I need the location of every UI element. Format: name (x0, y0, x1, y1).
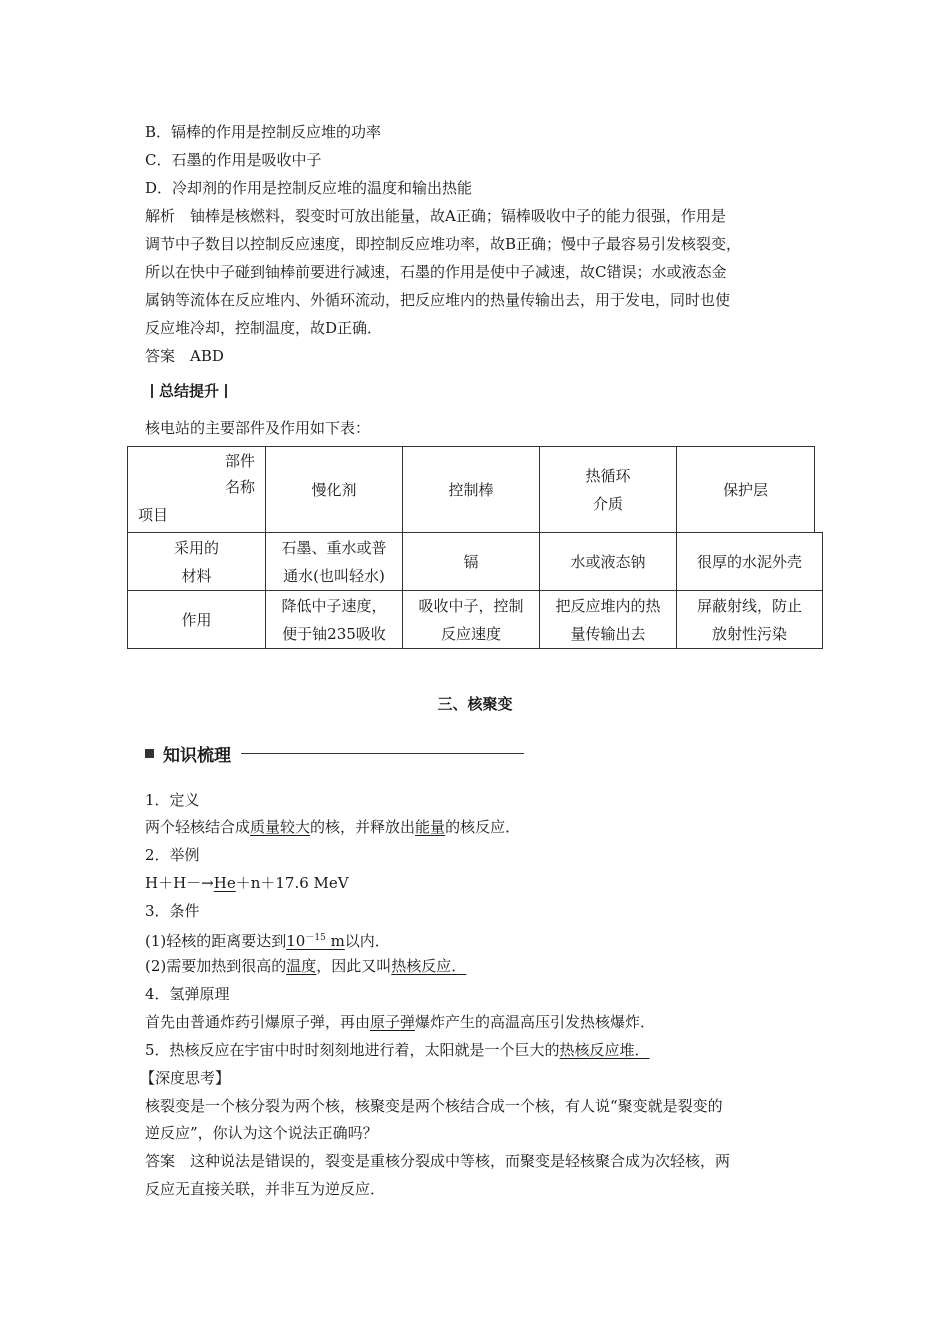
summary-header (145, 380, 233, 401)
k-condition-2 (145, 956, 466, 976)
k-example-heading: 2．举例 (145, 846, 200, 864)
question-line-1: 核裂变是一个核分裂为两个核，核聚变是两个核结合成一个核，有人说“聚变就是裂变的 (145, 1097, 723, 1115)
text-span: ，因此又叫 (316, 957, 392, 975)
text-span: 5．热核反应在宇宙中时时刻刻地进行着，太阳就是一个巨大的 (145, 1041, 560, 1059)
analysis-line-5: 反应堆冷却，控制温度，故D正确． (145, 319, 383, 337)
option-d: D．冷却剂的作用是控制反应堆的温度和输出热能 (145, 179, 473, 197)
fill-blank: 能量 (415, 818, 446, 836)
knowledge-title (145, 741, 524, 766)
option-b: B．镉棒的作用是控制反应堆的功率 (145, 123, 382, 141)
k-condition-1 (145, 928, 390, 951)
table-intro: 核电站的主要部件及作用如下表： (145, 419, 371, 437)
table-cell: 镉 (402, 532, 540, 591)
k-condition-heading: 3．条件 (145, 902, 200, 920)
text-span: 两个轻核结合成 (145, 818, 251, 836)
k-hbomb-heading: 4．氢弹原理 (145, 985, 230, 1003)
section-title: 三、核聚变 (437, 695, 513, 713)
fill-blank (286, 932, 345, 950)
text-span: (2)需要加热到很高的 (145, 957, 287, 975)
text-span: 10 (286, 932, 306, 950)
text-span: H＋H－→ (145, 874, 214, 892)
header-moderator: 慢化剂 (265, 446, 403, 533)
answer-line: 答案 ABD (145, 347, 224, 365)
bar-right-icon (225, 384, 227, 398)
table-cell: 吸收中子，控制 反应速度 (402, 590, 540, 649)
analysis-line-1: 解析 铀棒是核燃料，裂变时可放出能量，故A正确；镉棒吸收中子的能力很强，作用是 (145, 207, 726, 225)
analysis-line-3: 所以在快中子碰到铀棒前要进行减速，石墨的作用是使中子减速，故C错误；水或液态金 (145, 263, 727, 281)
table-cell: 降低中子速度， 便于铀235吸收 (265, 590, 403, 649)
analysis-line-4: 属钠等流体在反应堆内、外循环流动，把反应堆内的热量传输出去，用于发电，同时也使 (145, 291, 731, 309)
fill-blank: 质量较大 (250, 818, 311, 836)
answer-line-2: 反应无直接关联，并非互为逆反应． (145, 1180, 386, 1198)
table-cell: 屏蔽射线，防止 放射性污染 (676, 590, 823, 649)
text-span: 以内． (344, 932, 390, 950)
deep-thinking-heading: 【深度思考】 (140, 1069, 231, 1087)
question-line-2: 逆反应”，你认为这个说法正确吗？ (145, 1124, 378, 1142)
text-span: ＋n＋17.6 MeV (235, 874, 349, 892)
answer-line-1: 答案 这种说法是错误的，裂变是重核分裂成中等核，而聚变是轻核聚合成为次轻核，两 (145, 1152, 731, 1170)
fill-blank: 原子弹 (370, 1013, 416, 1031)
table-cell: 水或液态钠 (539, 532, 677, 591)
analysis-line-2: 调节中子数目以控制反应速度，即控制反应堆功率，故B正确；慢中子最容易引发核裂变， (145, 235, 742, 253)
fill-blank: 热核反应． (391, 957, 467, 975)
table-cell: 石墨、重水或普 通水(也叫轻水) (265, 532, 403, 591)
corner-label-component: 部件 (224, 452, 255, 470)
title-rule (241, 753, 524, 754)
corner-label-name: 名称 (224, 478, 255, 496)
text-span: (1)轻核的距离要达到 (145, 932, 287, 950)
text-span: 首先由普通炸药引爆原子弹，再由 (145, 1013, 371, 1031)
table-cell: 很厚的水泥外壳 (676, 532, 823, 591)
text-span: m (325, 932, 345, 950)
header-control-rod: 控制棒 (402, 446, 540, 533)
row-label-function: 作用 (127, 590, 266, 649)
option-c: C．石墨的作用是吸收中子 (145, 151, 322, 169)
knowledge-title-label: 知识梳理 (163, 746, 231, 766)
fill-blank: He (213, 874, 236, 892)
bar-left-icon (151, 384, 153, 398)
row-label-material: 采用的 材料 (127, 532, 266, 591)
k-sun-text (145, 1040, 650, 1060)
summary-header-label: 总结提升 (159, 382, 220, 400)
corner-label-item: 项目 (138, 506, 169, 524)
table-corner-cell (127, 446, 266, 533)
fill-blank: 热核反应堆． (559, 1041, 650, 1059)
superscript: －15 (305, 933, 326, 943)
text-span: 的核反应． (445, 818, 521, 836)
k-definition-heading: 1．定义 (145, 791, 200, 809)
header-coolant: 热循环 介质 (539, 446, 677, 533)
header-shield: 保护层 (676, 446, 815, 533)
k-definition-text (145, 817, 520, 837)
square-bullet-icon (145, 749, 154, 758)
k-hbomb-text (145, 1012, 655, 1032)
text-span: 的核，并释放出 (310, 818, 416, 836)
text-span: 爆炸产生的高温高压引发热核爆炸． (415, 1013, 656, 1031)
table-cell: 把反应堆内的热 量传输出去 (539, 590, 677, 649)
fill-blank: 温度 (286, 957, 317, 975)
k-example-equation (145, 873, 349, 893)
